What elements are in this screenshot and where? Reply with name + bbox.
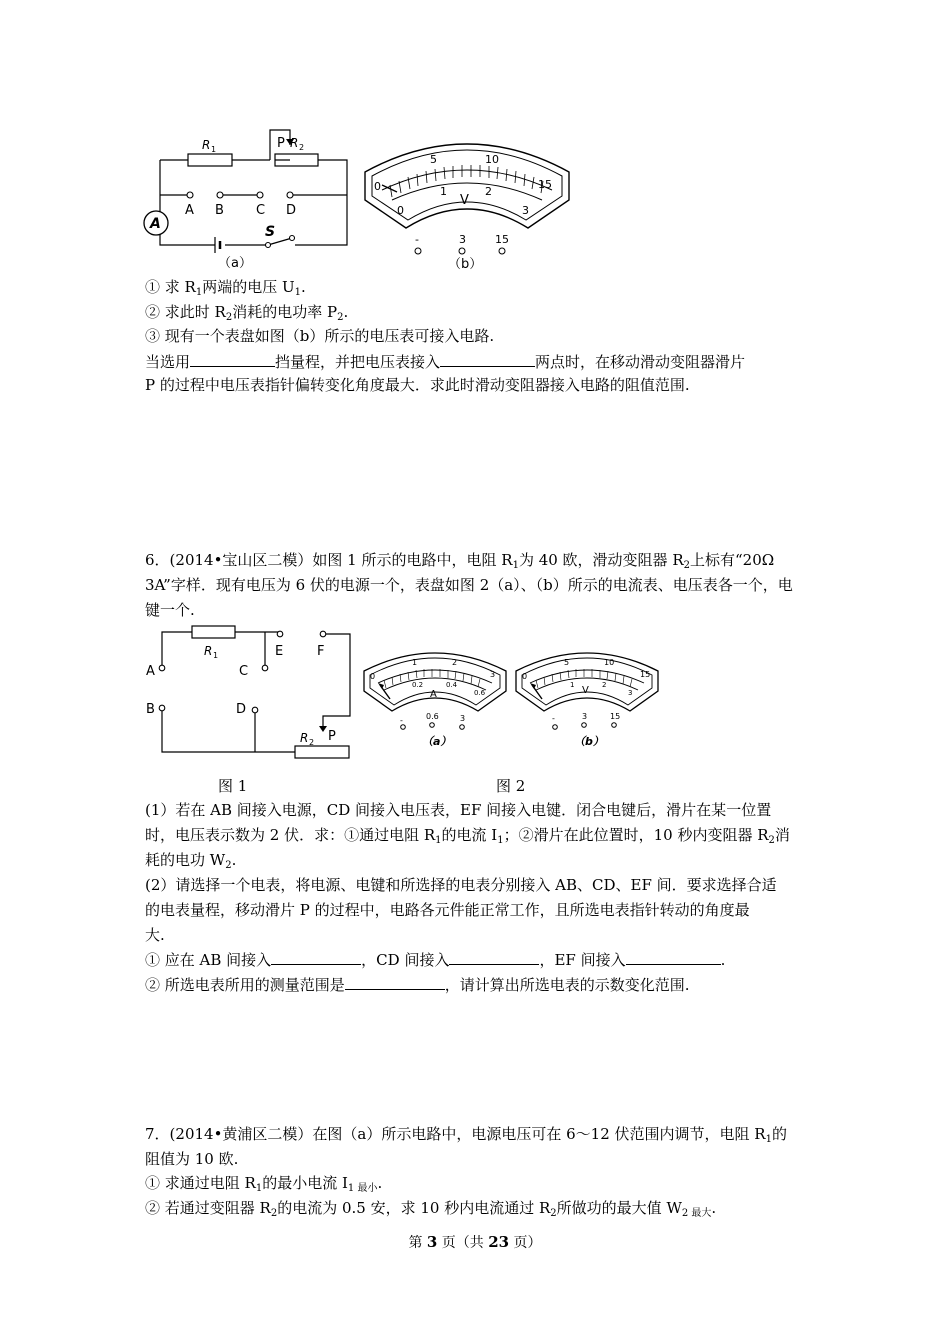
v-bottom-0: 0 [397,204,404,217]
q6-part2: 大. [145,926,165,944]
label-r2: R [300,731,309,745]
v-top-15: 15 [538,178,552,191]
terminal-b: B [215,203,224,218]
q5-voltmeter-figure [360,130,575,275]
v2-terminal-neg: - [552,714,555,723]
q6-part1: (1）若在 AB 间接入电源，CD 间接入电压表，EF 间接入电键．闭合电键后，滑片在某一位置 [145,801,772,819]
q6-part1: 时，电压表示数为 2 伏．求：①通过电阻 $R_1$的电流 $I_1$；②滑片在此位置时，10 秒内变阻器 $R_2$消 [145,826,790,846]
v2-top-5: 5 [564,658,570,667]
answer-blank[interactable] [440,351,535,367]
a-bottom-04: 0.4 [446,681,458,689]
terminal-c: C [256,203,266,218]
v-terminal-3: 3 [459,233,466,246]
q6-part2: (2）请选择一个电表，将电源、电键和所选择的电表分别接入 AB、CD、EF 间．要求选择合适 [145,876,777,894]
a-top-2: 2 [452,658,458,667]
terminal-c: C [239,664,249,679]
page-number: 3 [426,1233,438,1251]
q7-text: 阻值为 10 欧. [145,1150,239,1168]
q6-part1: 耗的电功 $W_2$. [145,851,237,871]
q6-fill-line: ① 应在 AB 间接入 ，CD 间接入 ，EF 间接入 . [145,951,726,969]
v2-terminal-3: 3 [582,712,588,721]
v-bottom-1: 1 [440,185,447,198]
terminal-f: F [317,644,325,659]
v-unit: V [460,193,469,208]
answer-blank[interactable] [626,949,721,965]
v-top-0: 0 [374,180,381,193]
answer-blank[interactable] [345,974,445,990]
v2-top-15: 15 [640,670,651,679]
q5-item-3: ③ 现有一个表盘如图（b）所示的电压表可接入电路. [145,327,495,345]
v2-bottom-1: 1 [570,681,575,689]
label-r1: R [204,644,213,658]
q6-text: 键一个. [145,601,195,619]
v2-terminal-15: 15 [610,712,621,721]
a-terminal-neg: - [400,716,403,725]
label-r2-sub: 2 [299,143,305,152]
v2-bottom-3: 3 [628,689,633,697]
a-bottom-02: 0.2 [412,681,424,689]
v2-top-0: 0 [522,672,528,681]
label-p: P [277,136,285,151]
terminal-a: A [185,203,194,218]
q7-heading: 7．(2014•黄浦区二模）在图（a）所示电路中，电源电压可在 6～12 伏范围内调节，电阻 $R_1$的 [145,1125,787,1145]
terminal-b: B [146,702,155,717]
q5-item-1: ① 求 $R_1$两端的电压 $U_1$. [145,278,306,298]
v-bottom-3: 3 [522,204,529,217]
q6-voltmeter-figure [512,645,662,755]
q6-circuit-figure [140,620,355,768]
v-top-5: 5 [430,153,437,166]
fig2-caption: 图 2 [496,777,526,795]
q6-fill-line: ② 所选电表所用的测量范围是 ，请计算出所选电表的示数变化范围. [145,976,690,994]
a-top-3: 3 [490,670,496,679]
page-total: 23 [488,1233,510,1251]
label-r1-sub: 1 [213,651,219,660]
fig-b-caption: （b） [448,257,483,272]
q5-text: P 的过程中电压表指针偏转变化角度最大．求此时滑动变阻器接入电路的阻值范围. [145,376,690,394]
label-r2: R [290,136,299,150]
q5-item-2: ② 求此时 $R_2$消耗的电功率 $P_2$. [145,303,349,323]
fig2a-caption: （a） [422,735,452,748]
a-top-0: 0 [370,672,376,681]
v-terminal-neg: - [415,233,419,246]
v-bottom-2: 2 [485,185,492,198]
label-r2-sub: 2 [309,738,315,747]
answer-blank[interactable] [271,949,361,965]
answer-blank[interactable] [449,949,539,965]
a-terminal-3: 3 [460,714,466,723]
a-unit: A [430,689,437,700]
label-p: P [328,729,336,744]
ammeter-symbol: A [150,216,161,232]
v-top-10: 10 [485,153,499,166]
switch-label: S [265,224,276,240]
label-r1-sub: 1 [211,145,217,154]
q6-part2: 的电表量程，移动滑片 P 的过程中，电路各元件能正常工作，且所选电表指针转动的角度最 [145,901,750,919]
v2-unit: V [582,685,589,696]
v-terminal-15: 15 [495,233,509,246]
terminal-d: D [236,702,247,717]
terminal-d: D [286,203,297,218]
q6-ammeter-figure [360,645,510,755]
q7-item-2: ② 若通过变阻器 $R_2$的电流为 0.5 安，求 10 秒内电流通过 $R_2$所做功的最大值 $W_{2 最大}$. [145,1199,717,1219]
q7-item-1: ① 求通过电阻 $R_1$的最小电流 $I_{1 最小}$. [145,1174,383,1194]
a-bottom-06: 0.6 [474,689,486,697]
fig1-caption: 图 1 [218,777,248,795]
v2-top-10: 10 [604,658,615,667]
q6-text: 3A”字样．现有电压为 6 伏的电源一个，表盘如图 2（a）、（b）所示的电流表、电压表各一个，电 [145,576,793,594]
fig-a-caption: （a） [218,256,252,271]
v2-bottom-2: 2 [602,681,607,689]
a-top-1: 1 [412,658,418,667]
answer-blank[interactable] [190,351,275,367]
q5-circuit-figure [140,125,360,275]
a-terminal-06: 0.6 [426,712,439,721]
q5-fill-line: 当选用 挡量程，并把电压表接入 两点时，在移动滑动变阻器滑片 [145,353,746,371]
q6-heading: 6．(2014•宝山区二模）如图 1 所示的电路中，电阻 $R_1$为 40 欧，滑动变阻器 $R_2$上标有“20Ω [145,551,775,571]
fig2b-caption: （b） [574,735,604,748]
terminal-e: E [275,644,284,659]
terminal-a: A [146,664,155,679]
page-footer: 第 3 页（共 23 页） [408,1233,542,1251]
label-r1: R [202,138,211,152]
